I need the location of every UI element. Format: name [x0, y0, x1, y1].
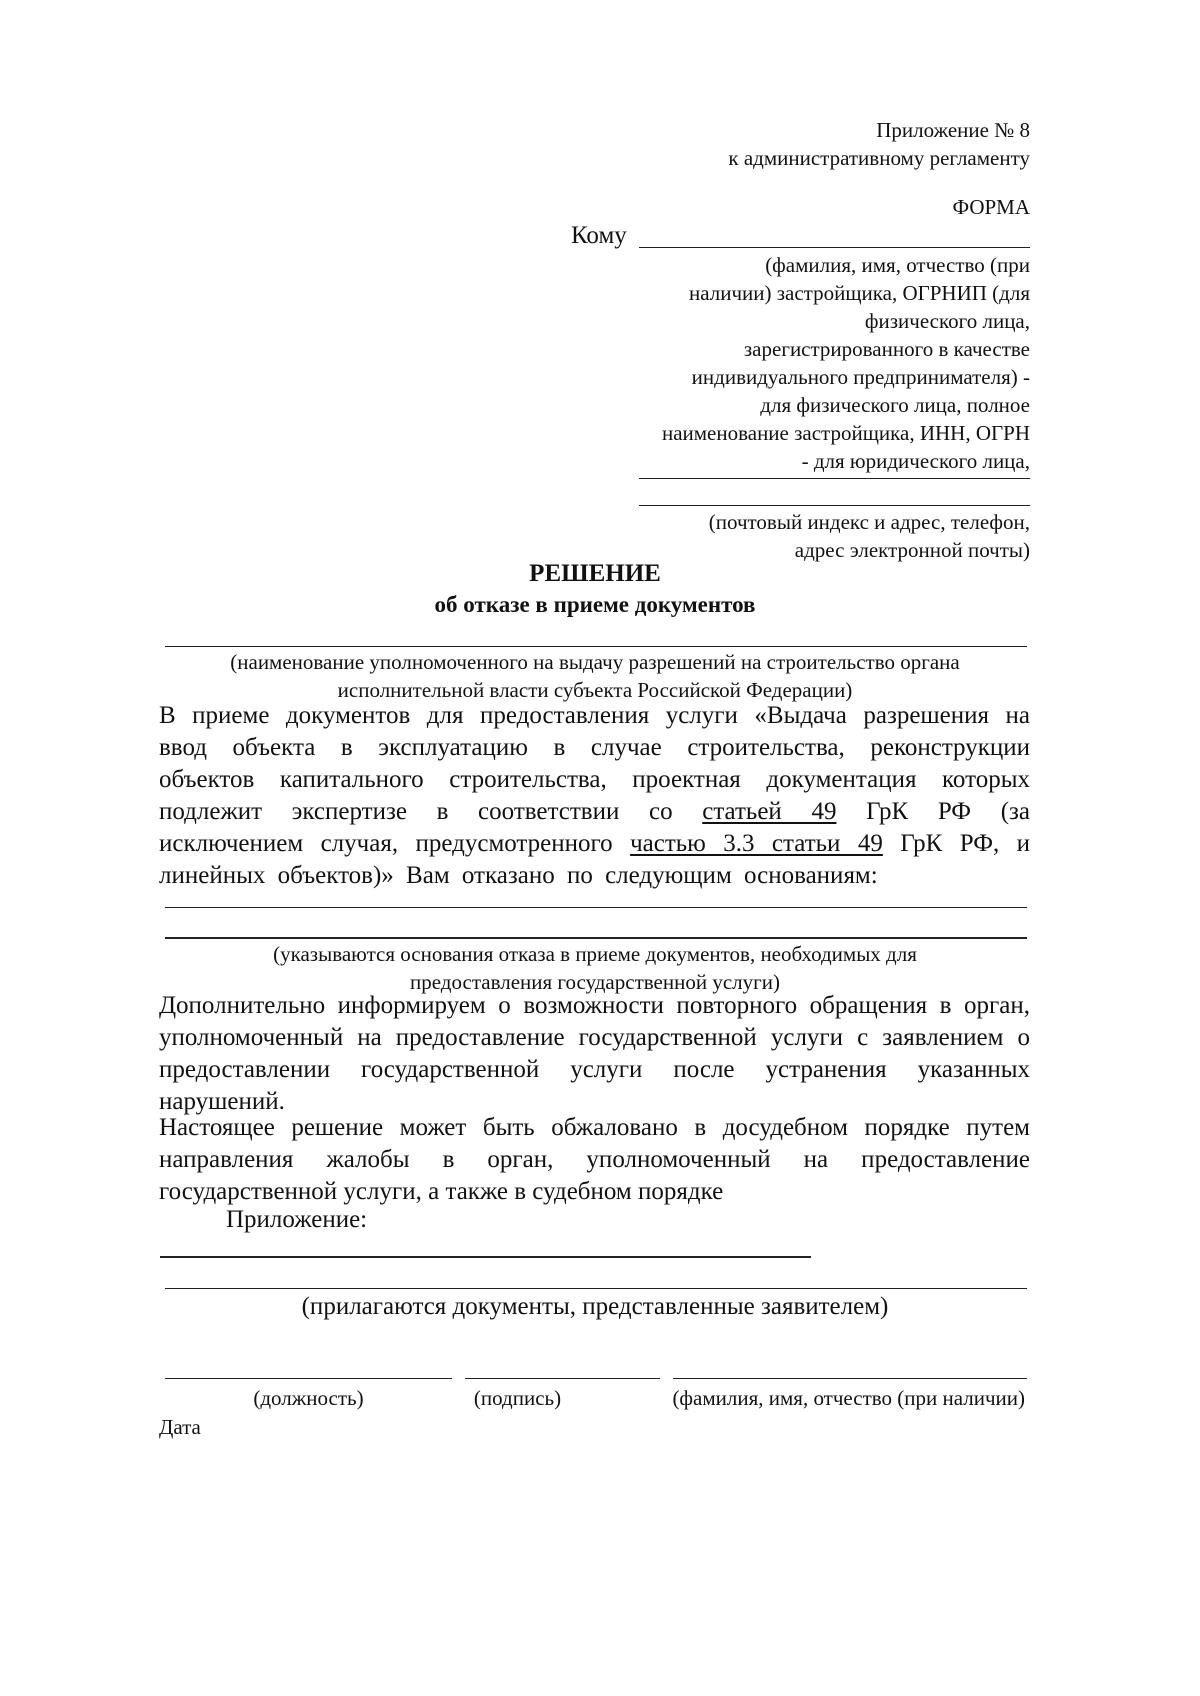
hint-line: индивидуального предпринимателя) - — [691, 365, 1030, 389]
hint-line: зарегистрированного в качестве — [743, 337, 1030, 361]
paragraph-line: уполномоченный на предоставление государственной услуги с заявлением о — [159, 1024, 1030, 1051]
hint-line: физического лица, — [864, 309, 1030, 333]
date-label: Дата — [159, 1415, 201, 1439]
part-3-3-article-49-link[interactable]: частью 3.3 статьи 49 — [630, 830, 883, 857]
paragraph-line: Настоящее решение может быть обжаловано в досудебном порядке путем — [159, 1114, 1030, 1141]
paragraph-line: объектов капитального строительства, проектная документация которых — [159, 766, 1030, 793]
signature-caption: (подпись) — [473, 1386, 562, 1410]
paragraph-text: подлежит экспертизе в соответствии со — [159, 798, 673, 825]
additional-info-paragraph — [159, 990, 1030, 1118]
recipient-address-line-1 — [639, 478, 1030, 479]
attachment-hint: (прилагаются документы, представленные заявителем) — [301, 1293, 889, 1320]
article-49-link[interactable]: статьей 49 — [702, 798, 837, 825]
full-name-line — [673, 1378, 1027, 1379]
hint-line: (наименование уполномоченного на выдачу разрешений на строительство органа — [230, 650, 960, 674]
refusal-paragraph — [159, 700, 1030, 892]
recipient-hint — [560, 251, 1030, 475]
address-hint — [560, 508, 1030, 564]
hint-line: (фамилия, имя, отчество (при — [765, 253, 1030, 277]
grounds-hint — [160, 940, 1030, 996]
paragraph-line: направления жалобы в орган, уполномоченный на предоставление — [159, 1146, 1030, 1173]
appeal-paragraph — [159, 1112, 1030, 1208]
recipient-name-line — [639, 247, 1030, 248]
paragraph-line: государственной услуги, а также в судебном порядке — [159, 1178, 724, 1205]
paragraph-line: В приеме документов для предоставления услуги «Выдача разрешения на — [159, 702, 1030, 729]
position-caption: (должность) — [253, 1386, 364, 1410]
hint-line: для физического лица, полное — [760, 393, 1030, 417]
paragraph-line: нарушений. — [159, 1088, 285, 1115]
paragraph-line: ввод объекта в эксплуатацию в случае строительства, реконструкции — [159, 734, 1030, 761]
paragraph-text: ГрК РФ, и — [900, 830, 1030, 857]
document-title: РЕШЕНИЕ — [529, 560, 661, 587]
full-name-caption: (фамилия, имя, отчество (при наличии) — [672, 1386, 1025, 1410]
signature-line — [465, 1378, 660, 1379]
recipient-to-label: Кому — [571, 222, 627, 249]
grounds-line-2 — [165, 937, 1027, 939]
hint-line: - для юридического лица, — [801, 449, 1030, 473]
recipient-address-line-2 — [639, 505, 1030, 506]
hint-line: исполнительной власти субъекта Российской Федерации) — [337, 678, 853, 702]
paragraph-line — [159, 796, 1030, 828]
form-label: ФОРМА — [952, 195, 1030, 219]
appendix-number: Приложение № 8 — [876, 118, 1030, 142]
paragraph-text: ГрК РФ (за — [866, 798, 1031, 825]
paragraph-text: исключением случая, предусмотренного — [159, 830, 613, 857]
authority-name-line — [165, 646, 1027, 647]
authority-hint — [160, 648, 1030, 704]
hint-line: предоставления государственной услуги) — [410, 970, 780, 994]
position-line — [165, 1378, 452, 1379]
hint-line: (указываются основания отказа в приеме документов, необходимых для — [273, 942, 917, 966]
paragraph-line: линейных объектов)» Вам отказано по следующим основаниям: — [159, 862, 878, 889]
attachment-line-1 — [160, 1256, 811, 1258]
paragraph-line — [159, 828, 1030, 860]
hint-line: наименование застройщика, ИНН, ОГРН — [661, 421, 1030, 445]
attachment-line-2 — [165, 1288, 1027, 1289]
regulation-reference: к административному регламенту — [728, 146, 1030, 170]
paragraph-line: предоставлении государственной услуги после устранения указанных — [159, 1056, 1030, 1083]
grounds-line-1 — [165, 907, 1027, 908]
document-subtitle: об отказе в приеме документов — [434, 592, 756, 617]
paragraph-line: Дополнительно информируем о возможности повторного обращения в орган, — [159, 992, 1030, 1019]
hint-line: наличии) застройщика, ОГРНИП (для — [688, 281, 1030, 305]
hint-line: (почтовый индекс и адрес, телефон, — [708, 510, 1030, 534]
hint-line: адрес электронной почты) — [794, 538, 1030, 562]
attachment-label: Приложение: — [226, 1206, 368, 1233]
